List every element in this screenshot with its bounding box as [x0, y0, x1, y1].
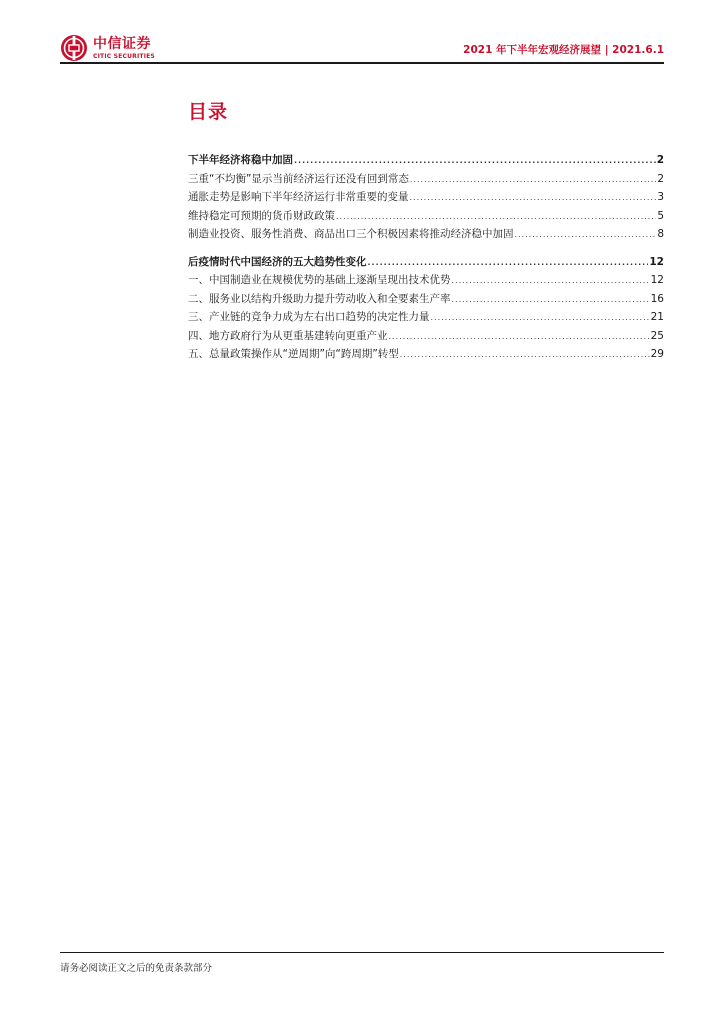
toc-leader-dots: [431, 309, 650, 328]
toc-entry-title: 下半年经济将稳中加固: [188, 154, 293, 166]
toc-page-number: 12: [649, 255, 664, 268]
toc-page-number: 16: [650, 292, 664, 305]
toc-entry-title: 三、产业链的竞争力成为左右出口趋势的决定性力量: [188, 311, 430, 323]
toc-page-number: 12: [650, 274, 664, 286]
toc-leader-dots: [400, 346, 650, 365]
toc-leader-dots: [336, 208, 656, 227]
toc-leader-dots: [452, 272, 650, 291]
toc-entry[interactable]: [188, 308, 664, 327]
logo-en: CITIC SECURITIES: [93, 52, 155, 60]
toc-entry[interactable]: [188, 207, 664, 226]
toc-entry-title: 制造业投资、服务性消费、商品出口三个积极因素将推动经济稳中加固: [188, 228, 514, 240]
toc-leader-dots: [368, 254, 649, 273]
toc-section[interactable]: [188, 151, 664, 170]
toc-page-number: 5: [657, 209, 664, 222]
toc-page-number: 25: [650, 329, 664, 342]
toc-entry-title: 维持稳定可预期的货币财政政策: [188, 209, 335, 222]
toc-page-number: 3: [657, 191, 664, 203]
toc-page-number: 21: [650, 311, 664, 323]
toc-leader-dots: [389, 328, 650, 347]
toc-entry[interactable]: [188, 327, 664, 346]
page-title: 目录: [188, 101, 229, 123]
table-of-contents: [188, 151, 664, 364]
toc-leader-dots: [515, 226, 657, 245]
toc-entry[interactable]: [188, 225, 664, 244]
footer-disclaimer: 请务必阅读正文之后的免责条款部分: [60, 963, 213, 974]
toc-entry[interactable]: [188, 345, 664, 364]
toc-leader-dots: [410, 189, 657, 208]
toc-leader-dots: [452, 291, 650, 310]
toc-entry-title: 一、中国制造业在规模优势的基础上逐渐呈现出技术优势: [188, 274, 451, 286]
toc-page-number: 2: [657, 172, 664, 185]
toc-entry[interactable]: [188, 290, 664, 309]
footer-divider: [60, 952, 664, 953]
toc-entry-title: 后疫情时代中国经济的五大趋势性变化: [188, 255, 367, 268]
header-divider: [60, 62, 664, 64]
toc-entry-title: 二、服务业以结构升级助力提升劳动收入和全要素生产率: [188, 292, 451, 305]
logo-cn: 中信证券: [93, 35, 151, 52]
toc-section[interactable]: [188, 253, 664, 272]
toc-leader-dots: [410, 171, 656, 190]
toc-page-number: 29: [650, 348, 664, 360]
citic-logo-icon: [60, 34, 88, 62]
toc-page-number: 8: [657, 228, 664, 240]
toc-entry[interactable]: [188, 271, 664, 290]
toc-entry[interactable]: [188, 188, 664, 207]
toc-entry-title: 三重“不均衡”显示当前经济运行还没有回到常态: [188, 172, 409, 185]
toc-entry-title: 五、总量政策操作从“逆周期”向“跨周期”转型: [188, 348, 399, 360]
toc-entry-title: 四、地方政府行为从更重基建转向更重产业: [188, 329, 388, 342]
logo: [60, 33, 155, 63]
toc-leader-dots: [294, 152, 656, 171]
toc-entry-title: 通胀走势是影响下半年经济运行非常重要的变量: [188, 191, 409, 203]
toc-page-number: 2: [656, 154, 664, 166]
toc-entry[interactable]: [188, 170, 664, 189]
report-title: 2021 年下半年宏观经济展望 | 2021.6.1: [463, 44, 664, 56]
